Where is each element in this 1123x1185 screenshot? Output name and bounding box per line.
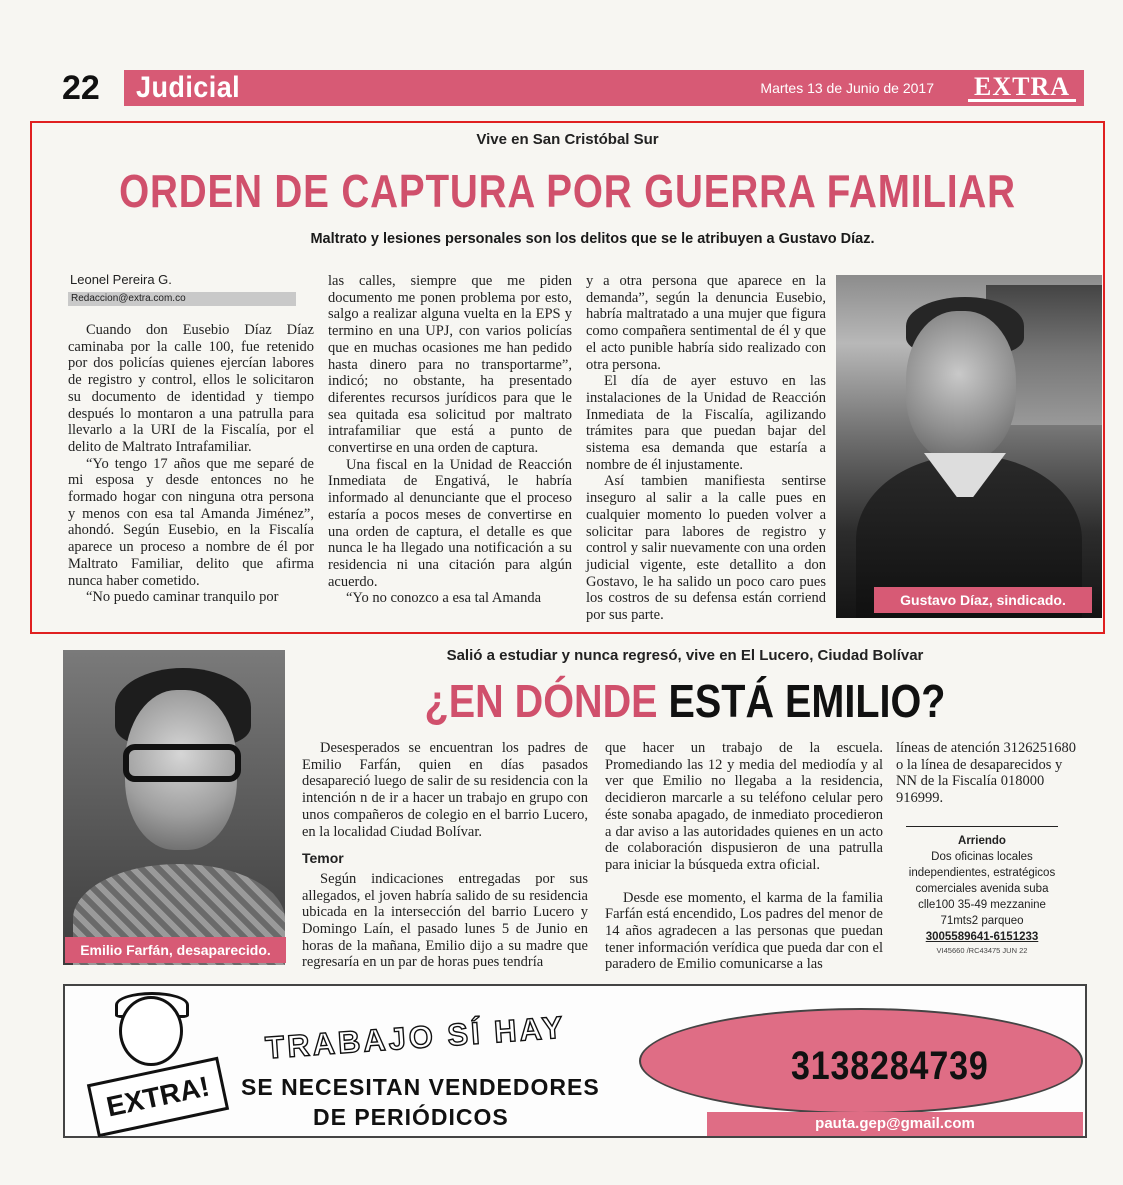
paragraph: Así tambien manifiesta sentirse inseguro al salir a la calle pues en cualquier momento lo pueden volver a solicitar para labores de registro y control y salir nuevamente con una orden judicial vigente, este detallito a don Gostavo, le ha salido un poco caro pues los costros de su defensa están corriend por sus parte. — [586, 473, 826, 624]
byline: Leonel Pereira G. — [70, 272, 172, 287]
advertisement-banner — [63, 984, 1087, 1138]
photo-caption: Emilio Farfán, desaparecido. — [65, 937, 286, 963]
ad-email: pauta.gep@gmail.com — [707, 1112, 1083, 1136]
ad-subline-2: DE PERIÓDICOS — [313, 1104, 509, 1130]
article-kicker: Vive en San Cristóbal Sur — [476, 131, 659, 148]
classified-body: Dos oficinas locales independientes, estratégicos comerciales avenida suba clle100 35-49 mezzanine 71mts2 parqueo — [908, 851, 1056, 927]
paragraph: Cuando don Eusebio Díaz Díaz caminaba por la calle 100, fue retenido por dos policías quienes ejercían labores de registro y control, ellos le solicitaron su documento de identidad y tiempo después lo montaron a una patrulla para llevarlo a la URI de la Fiscalía, por el delito de Maltrato Intrafamiliar. — [68, 322, 314, 455]
section-header-bar — [124, 70, 1084, 106]
article-kicker: Salió a estudiar y nunca regresó, vive en El Lucero, Ciudad Bolívar — [446, 647, 924, 664]
headline-part-black: ESTÁ EMILIO? — [668, 675, 946, 727]
page-number: 22 — [62, 66, 118, 110]
newsboy-mascot-icon — [79, 992, 239, 1134]
article-headline — [354, 668, 1016, 734]
article-orden-de-captura — [30, 121, 1105, 634]
classified-ad — [906, 826, 1058, 957]
article-column-1 — [302, 740, 588, 971]
classified-code: VI45660 /RC43475 JUN 22 — [936, 946, 1028, 955]
article-column-2 — [605, 740, 883, 973]
ad-subline-1: SE NECESITAN VENDEDORES — [241, 1074, 600, 1100]
article-headline: ORDEN DE CAPTURA POR GUERRA FAMILIAR — [119, 165, 1016, 217]
classified-phone: 3005589641-6151233 — [925, 931, 1039, 943]
paragraph: y a otra persona que aparece en la demanda”, según la denuncia Eusebio, habría maltratado a una mujer que figura como compañera sentimental de él y que el acto punible habría sido realizado con otra persona. — [586, 273, 826, 373]
paragraph: líneas de atención 3126251680 o la línea de desaparecidos y NN de la Fiscalía 018000 916999. — [896, 740, 1076, 807]
subhead: Temor — [302, 850, 344, 867]
article-column-1 — [68, 322, 314, 606]
classified-title: Arriendo — [958, 835, 1006, 847]
mascot-badge: EXTRA! — [87, 1057, 229, 1138]
paragraph: Desesperados se encuentran los padres de Emilio Farfán, quien en días pasados desapareció luego de salir de su residencia con la intención n de ir a hacer un trabajo en grupo con unos compañeros de colegio en el barrio Lucero, en la localidad Ciudad Bolívar. — [302, 740, 588, 840]
article-column-3 — [896, 740, 1086, 807]
article-deck: Maltrato y lesiones personales son los delitos que se le atribuyen a Gustavo Díaz. — [310, 231, 875, 247]
page-header — [62, 66, 1084, 110]
article-column-3 — [586, 273, 826, 624]
photo-gustavo-diaz — [836, 275, 1102, 618]
paragraph: las calles, siempre que me piden documento me ponen problema por esto, salgo a realizar alguna vuelta en la EPS y termino en una UPJ, con varios policías que en muchas ocasiones me han pedido hasta dinero para no transportarme”, indicó; no obstante, ha presentado diferentes recursos jurídicos para que le sea quitada esa solicitud por maltrato intrafamiliar que está a punto de convertirse en una orden de captura. — [328, 273, 572, 457]
paragraph: “Yo tengo 17 años que me separé de mi esposa y desde entonces no he formado hogar con ninguna otra persona y menos con esa tal Amanda Jiménez”, ahondó. Según Eusebio, en la Fiscalía aparece un proceso a nombre de él por Maltrato Familiar, delito que afirma nunca haber cometido. — [68, 455, 314, 589]
ad-headline: TRABAJO SÍ HAY — [264, 1009, 567, 1066]
byline-email: Redaccion@extra.com.co — [68, 292, 296, 306]
section-name: Judicial — [136, 71, 241, 104]
publication-date: Martes 13 de Junio de 2017 — [760, 80, 934, 96]
paragraph: Desde ese momento, el karma de la familia Farfán está encendido, Los padres del menor de 14 años agradecen a las personas que puedan tener información verídica que pueda dar con el paradero de Emilio comunicarse a las — [605, 889, 883, 973]
paragraph: “Yo no conozco a esa tal Amanda — [346, 590, 542, 607]
photo-caption: Gustavo Díaz, sindicado. — [874, 587, 1092, 613]
paragraph: “No puedo caminar tranquilo por — [86, 589, 279, 606]
newspaper-logo: EXTRA — [968, 72, 1076, 102]
paragraph: El día de ayer estuvo en las instalaciones de la Unidad de Reacción Inmediata de la Fiscalía, agilizando trámites para que puedan bajar del sistema esa demanda que estaría a nombre de él injustamente. — [586, 373, 826, 473]
paragraph: Según indicaciones entregadas por sus allegados, el joven habría salido de su residencia ubicada en la intersección del barrio Lucero y Domingo Laín, el pasado lunes 5 de Junio en horas de la mañana, Emilio dijo a su madre que regresaría en un par de horas pues tendría — [302, 870, 588, 971]
paragraph: que hacer un trabajo de la escuela. Promediando las 12 y media del mediodía y al ver que Emilio no llegaba a la residencia, decidieron marcarle a su teléfono celular pero éste sonaba apagado, de inmediato procedieron a dar aviso a las autoridades quienes en un acto de colaboración dispusieron de una patrulla para iniciar la búsqueda extra oficial. — [605, 740, 883, 873]
photo-emilio-farfan — [63, 650, 285, 965]
paragraph: Una fiscal en la Unidad de Reacción Inmediata de Engativá, le habría informado al denunciante que el proceso estaría a pocos meses de convertirse en una orden de captura, el detalle es que nunca le ha llegado una notificación a su residencia ni una citación para algún acuerdo. — [328, 456, 572, 590]
article-column-2 — [328, 273, 572, 607]
headline-part-pink: ¿EN DÓNDE — [424, 675, 658, 727]
ad-phone: 3138284739 — [791, 1044, 989, 1088]
